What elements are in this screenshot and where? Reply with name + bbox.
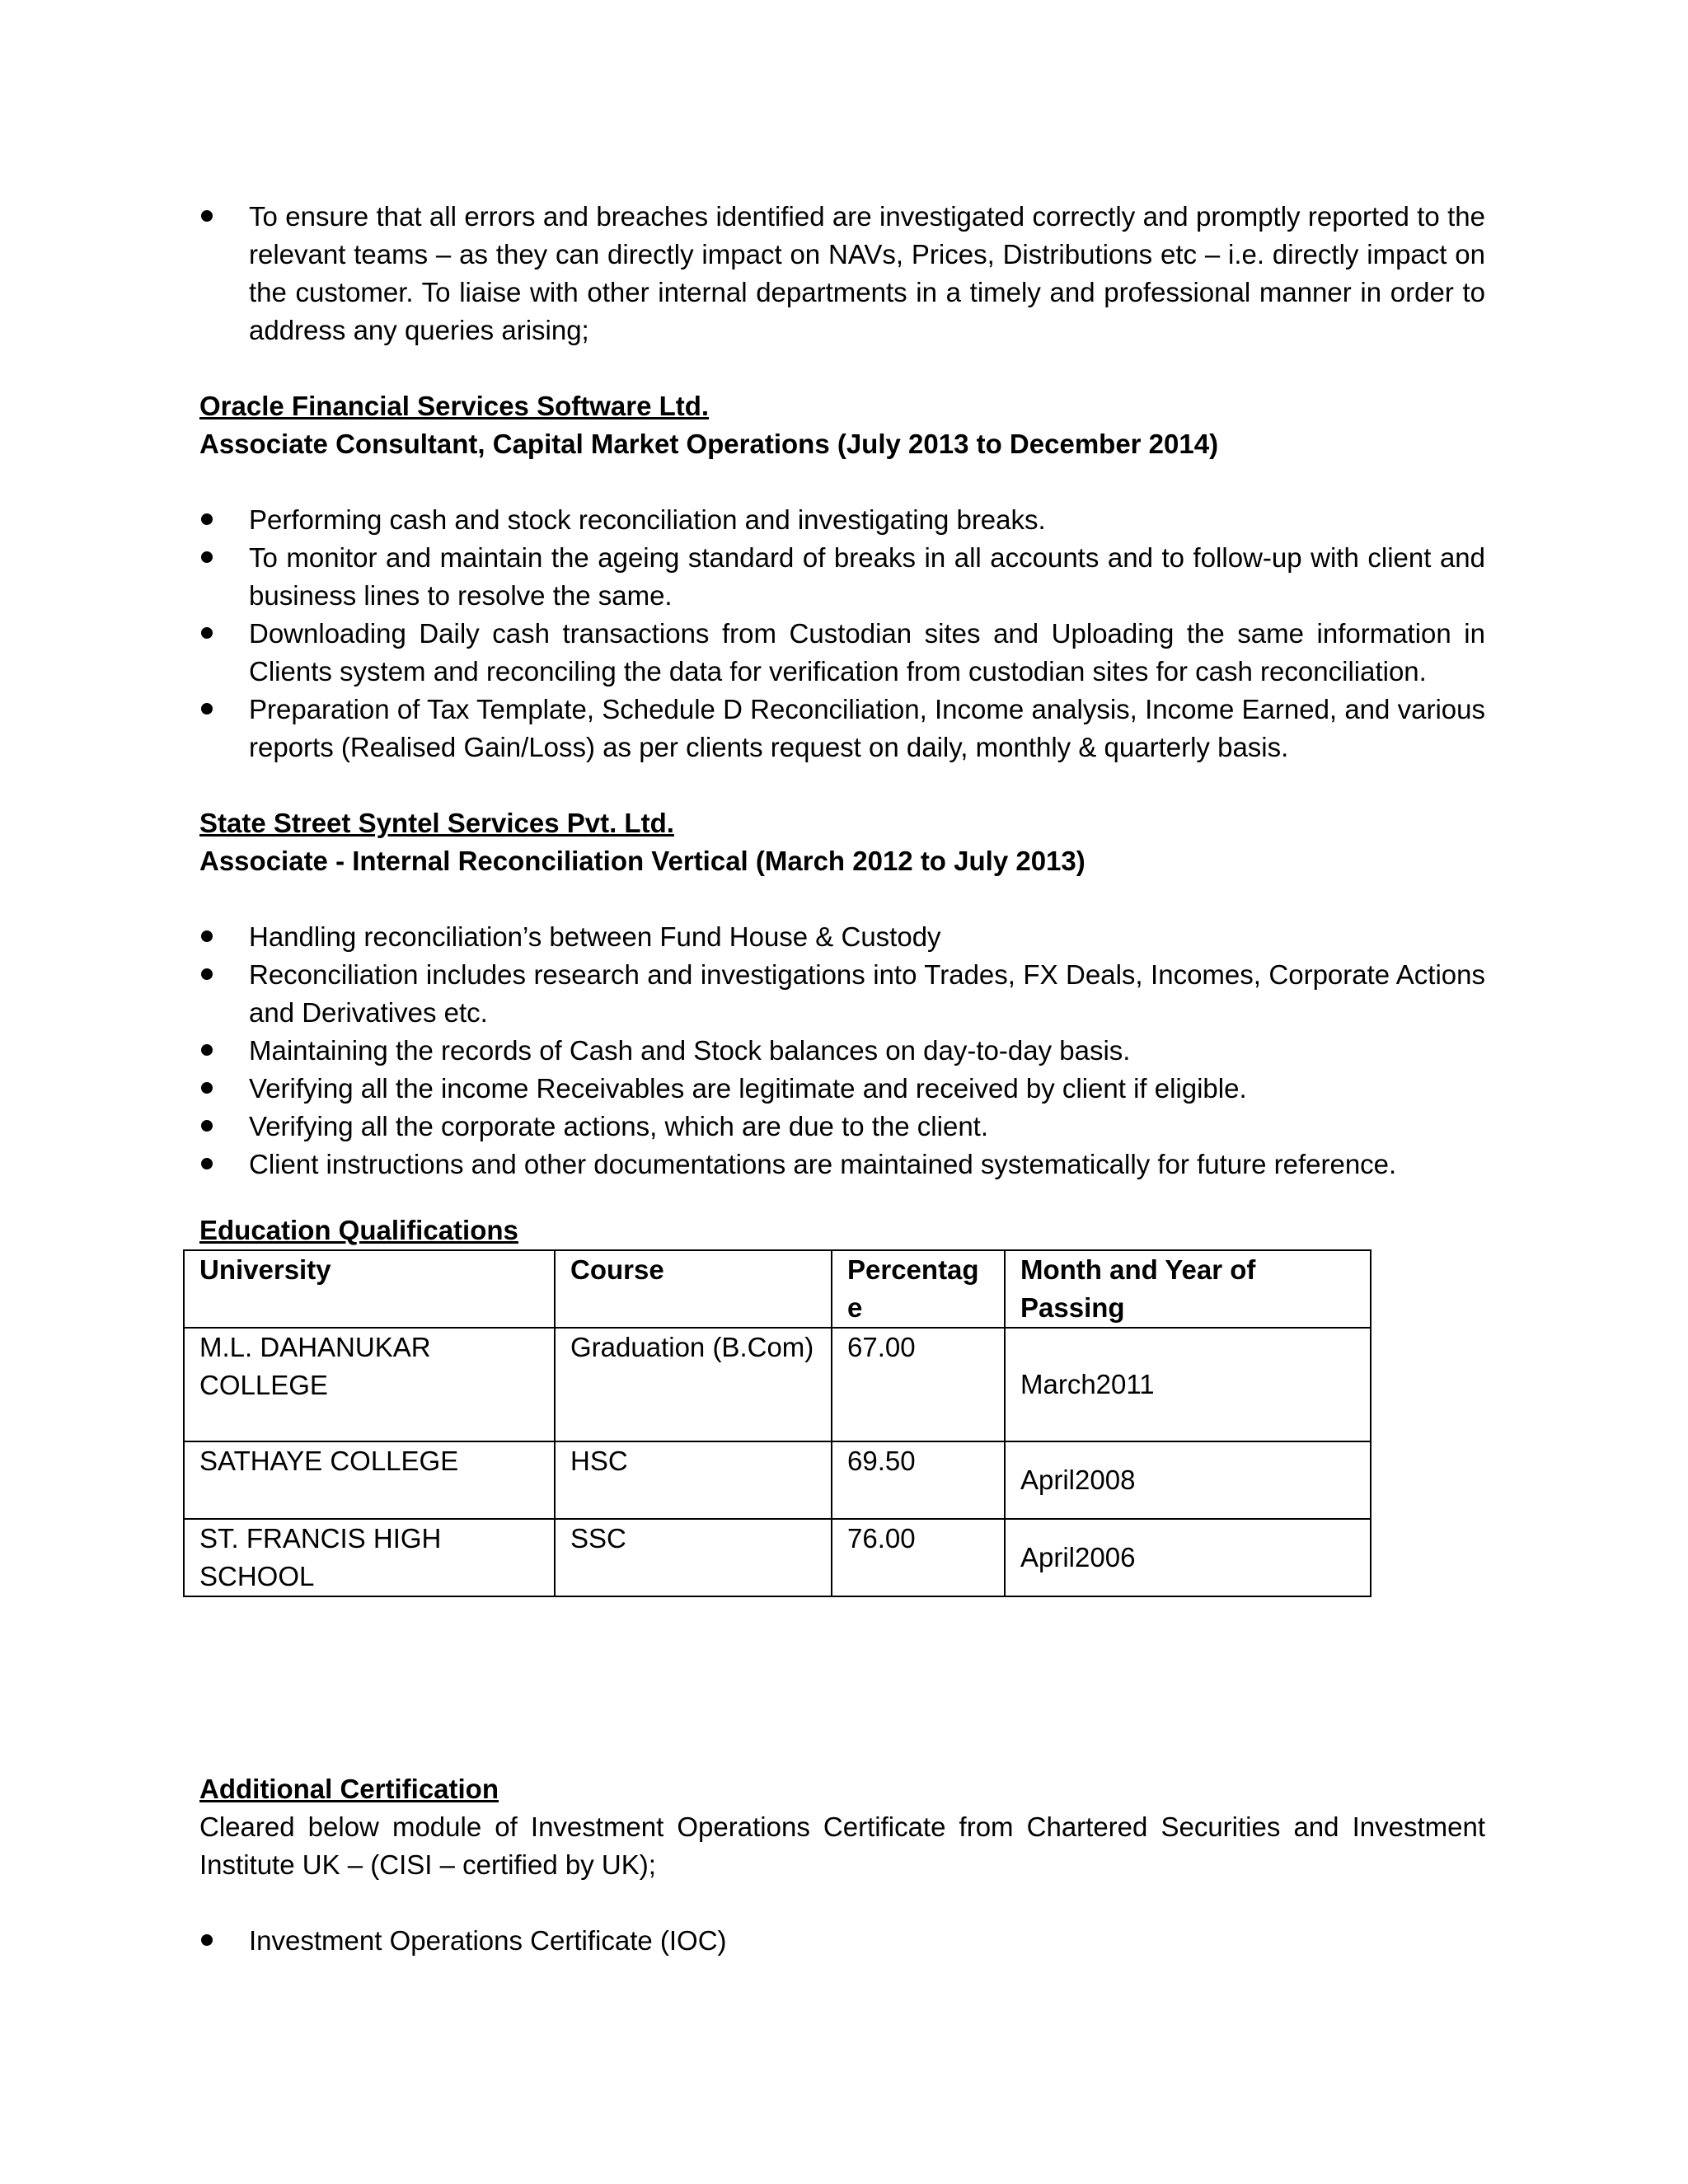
education-table [183, 1249, 1372, 1597]
cell-university: M.L. DAHANUKAR COLLEGE [184, 1328, 555, 1441]
header-passing: Month and Year of Passing [1005, 1250, 1371, 1328]
resume-page [199, 198, 1485, 1960]
cell-university: ST. FRANCIS HIGH SCHOOL [184, 1519, 555, 1596]
job-role: Associate - Internal Reconciliation Vertical (March 2012 to July 2013) [199, 846, 1085, 876]
job-bullet-list [199, 501, 1485, 766]
cell-course: Graduation (B.Com) [555, 1328, 832, 1441]
cell-percentage: 67.00 [832, 1328, 1005, 1441]
certification-title: Additional Certification [199, 1774, 499, 1804]
list-item: Verifying all the income Receivables are legitimate and received by client if eligible. [199, 1070, 1485, 1108]
table-row [184, 1328, 1371, 1441]
job-company: State Street Syntel Services Pvt. Ltd. [199, 808, 674, 838]
table-header-row [184, 1250, 1371, 1328]
intro-bullet-list [199, 198, 1485, 349]
job-company: Oracle Financial Services Software Ltd. [199, 391, 710, 421]
cell-passing: April2008 [1005, 1441, 1371, 1519]
list-item: To ensure that all errors and breaches identified are investigated correctly and promptly reported to the relevant teams – as they can directly impact on NAVs, Prices, Distributions etc – i.e. directly impact on the customer. To liaise with other internal departments in a timely and professional manner in order to address any queries arising; [199, 198, 1485, 349]
cell-passing: March2011 [1005, 1328, 1371, 1441]
list-item: Reconciliation includes research and investigations into Trades, FX Deals, Incomes, Corporate Actions and Derivatives etc. [199, 956, 1485, 1032]
header-percentage: Percentag e [832, 1250, 1005, 1328]
list-item: Handling reconciliation’s between Fund House & Custody [199, 918, 1485, 956]
list-item: Preparation of Tax Template, Schedule D Reconciliation, Income analysis, Income Earned, and various reports (Realised Gain/Loss) as per clients request on daily, monthly & quarterly basis. [199, 691, 1485, 766]
cell-passing: April2006 [1005, 1519, 1371, 1596]
list-item: Client instructions and other documentations are maintained systematically for future reference. [199, 1146, 1485, 1183]
list-item: Verifying all the corporate actions, which are due to the client. [199, 1108, 1485, 1146]
list-item: Maintaining the records of Cash and Stock balances on day-to-day basis. [199, 1032, 1485, 1070]
job-bullet-list [199, 918, 1485, 1183]
table-row [184, 1519, 1371, 1596]
list-item: To monitor and maintain the ageing standard of breaks in all accounts and to follow-up with client and business lines to resolve the same. [199, 539, 1485, 615]
header-course: Course [555, 1250, 832, 1328]
certification-bullet-list [199, 1922, 1485, 1960]
job-role: Associate Consultant, Capital Market Operations (July 2013 to December 2014) [199, 429, 1219, 459]
cell-course: SSC [555, 1519, 832, 1596]
cell-percentage: 69.50 [832, 1441, 1005, 1519]
list-item: Downloading Daily cash transactions from Custodian sites and Uploading the same information in Clients system and reconciling the data for verification from custodian sites for cash reconciliation. [199, 615, 1485, 691]
cell-course: HSC [555, 1441, 832, 1519]
cell-percentage: 76.00 [832, 1519, 1005, 1596]
list-item: Performing cash and stock reconciliation and investigating breaks. [199, 501, 1485, 539]
education-title: Education Qualifications [199, 1215, 518, 1245]
cell-university: SATHAYE COLLEGE [184, 1441, 555, 1519]
certification-text: Cleared below module of Investment Operations Certificate from Chartered Securities and Investment Institute UK – (CISI – certified by UK); [199, 1811, 1485, 1880]
header-university: University [184, 1250, 555, 1328]
table-row [184, 1441, 1371, 1519]
list-item: Investment Operations Certificate (IOC) [199, 1922, 1485, 1960]
